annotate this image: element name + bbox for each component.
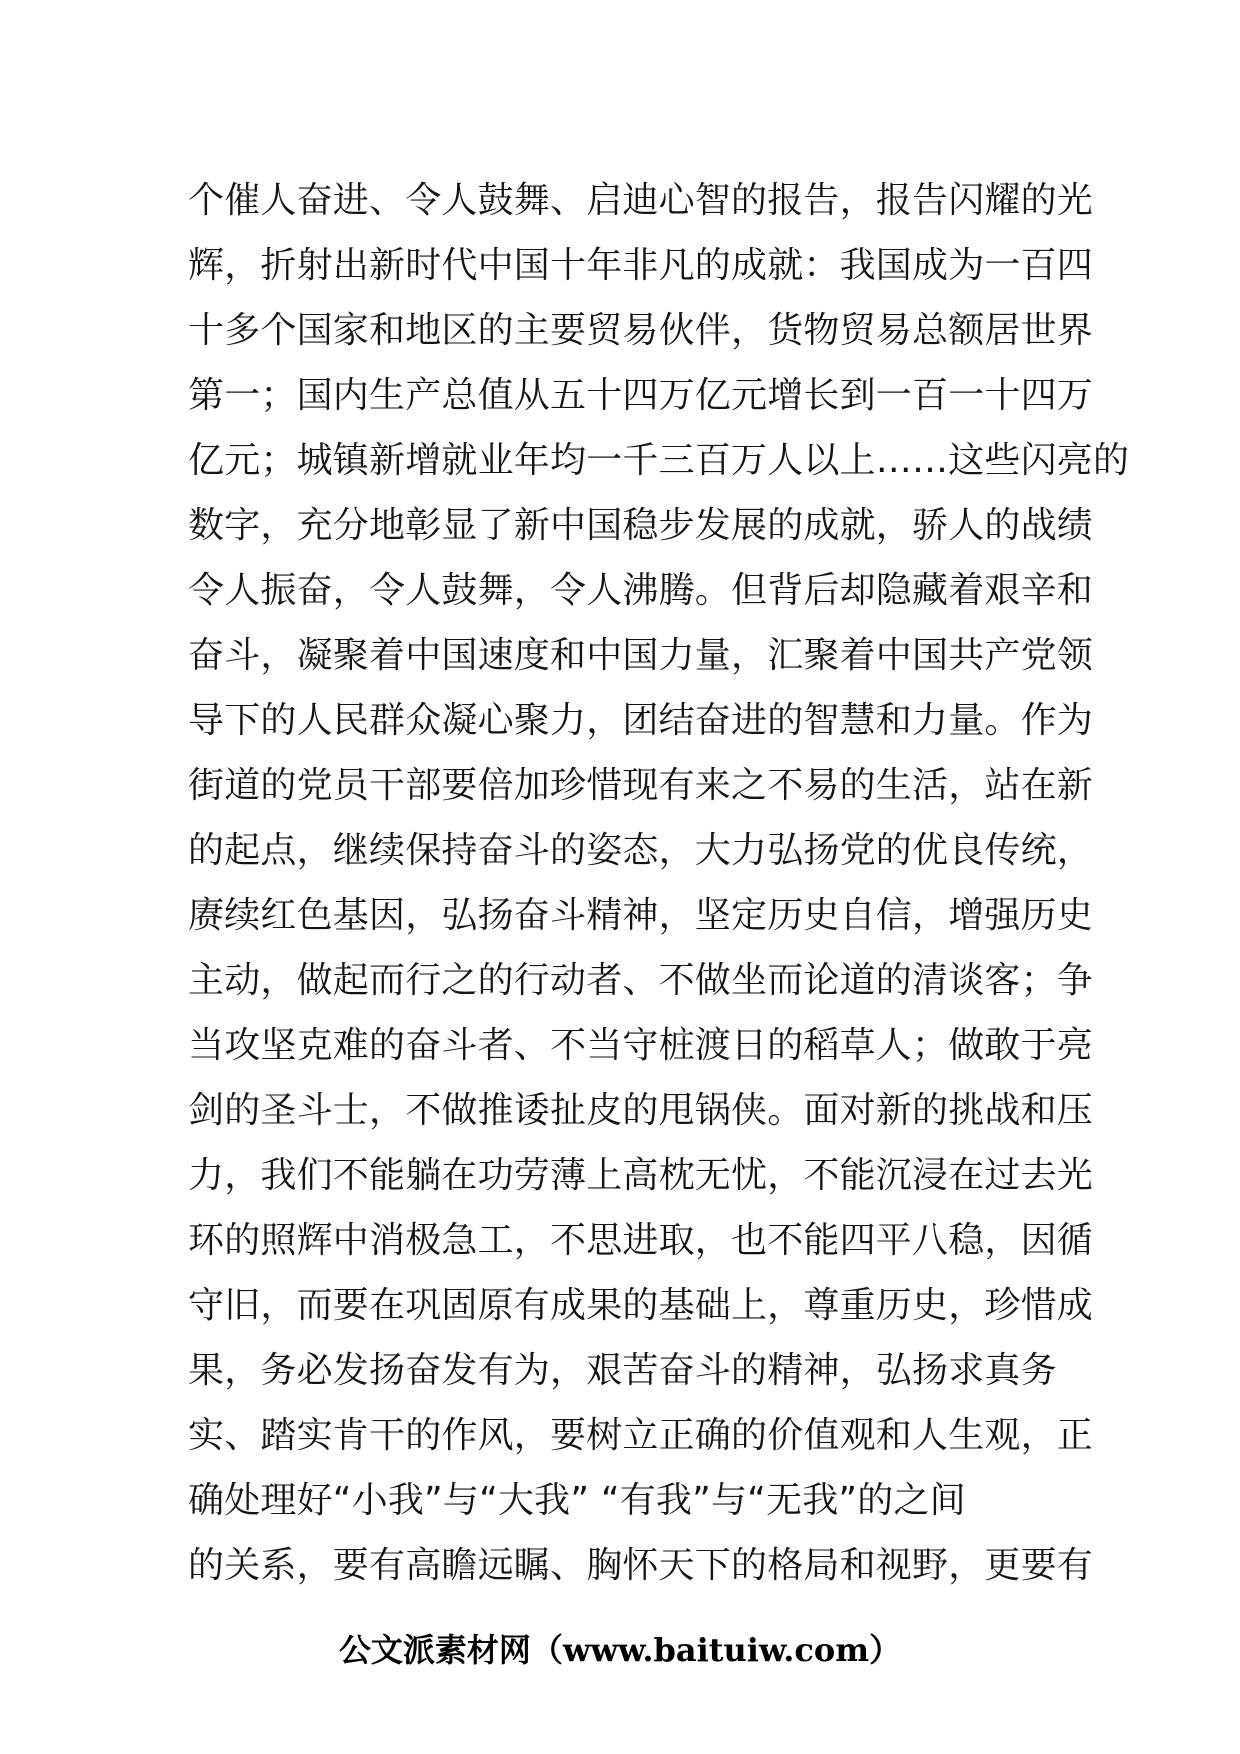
text-line: 的起点，继续保持奋斗的姿态，大力弘扬党的优良传统，: [188, 830, 1094, 871]
text-line: 数字，充分地彰显了新中国稳步发展的成就，骄人的战绩: [188, 505, 1094, 546]
text-line: 确处理好“小我”与“大我” “有我”与“无我”的之间: [188, 1480, 966, 1521]
text-line: 辉，折射出新时代中国十年非凡的成就：我国成为一百四: [188, 245, 1094, 286]
text-line: 当攻坚克难的奋斗者、不当守桩渡日的稻草人；做敢于亮: [188, 1025, 1094, 1066]
text-line: 守旧，而要在巩固原有成果的基础上，尊重历史，珍惜成: [188, 1285, 1094, 1326]
text-line: 赓续红色基因，弘扬奋斗精神，坚定历史自信，增强历史: [188, 895, 1094, 936]
text-line: 环的照辉中消极急工，不思进取，也不能四平八稳，因循: [188, 1220, 1094, 1261]
text-line: 个催人奋进、令人鼓舞、启迪心智的报告，报告闪耀的光: [188, 180, 1094, 221]
text-line: 十多个国家和地区的主要贸易伙伴，货物贸易总额居世界: [188, 310, 1094, 351]
text-line: 导下的人民群众凝心聚力，团结奋进的智慧和力量。作为: [188, 700, 1094, 741]
text-line: 亿元；城镇新增就业年均一千三百万人以上……这些闪亮的: [188, 440, 1130, 481]
text-line: 街道的党员干部要倍加珍惜现有来之不易的生活，站在新: [188, 765, 1094, 806]
page-footer: 公文派素材网（www.baituiw.com）: [338, 1631, 902, 1669]
text-line: 果，务必发扬奋发有为，艰苦奋斗的精神，弘扬求真务: [188, 1350, 1057, 1391]
text-line: 令人振奋，令人鼓舞，令人沸腾。但背后却隐藏着艰辛和: [188, 570, 1094, 611]
text-line: 奋斗，凝聚着中国速度和中国力量，汇聚着中国共产党领: [188, 635, 1094, 676]
text-line: 主动，做起而行之的行动者、不做坐而论道的清谈客；争: [188, 960, 1094, 1001]
text-line: 力，我们不能躺在功劳薄上高枕无忧，不能沉浸在过去光: [188, 1155, 1094, 1196]
text-line: 第一；国内生产总值从五十四万亿元增长到一百一十四万: [188, 375, 1094, 416]
text-line: 剑的圣斗士，不做推诿扯皮的甩锅侠。面对新的挑战和压: [188, 1090, 1094, 1131]
text-line: 的关系，要有高瞻远瞩、胸怀天下的格局和视野，更要有: [188, 1545, 1094, 1586]
body-paragraph: [188, 168, 1130, 1598]
text-line: 实、踏实肯干的作风，要树立正确的价值观和人生观，正: [188, 1415, 1094, 1456]
